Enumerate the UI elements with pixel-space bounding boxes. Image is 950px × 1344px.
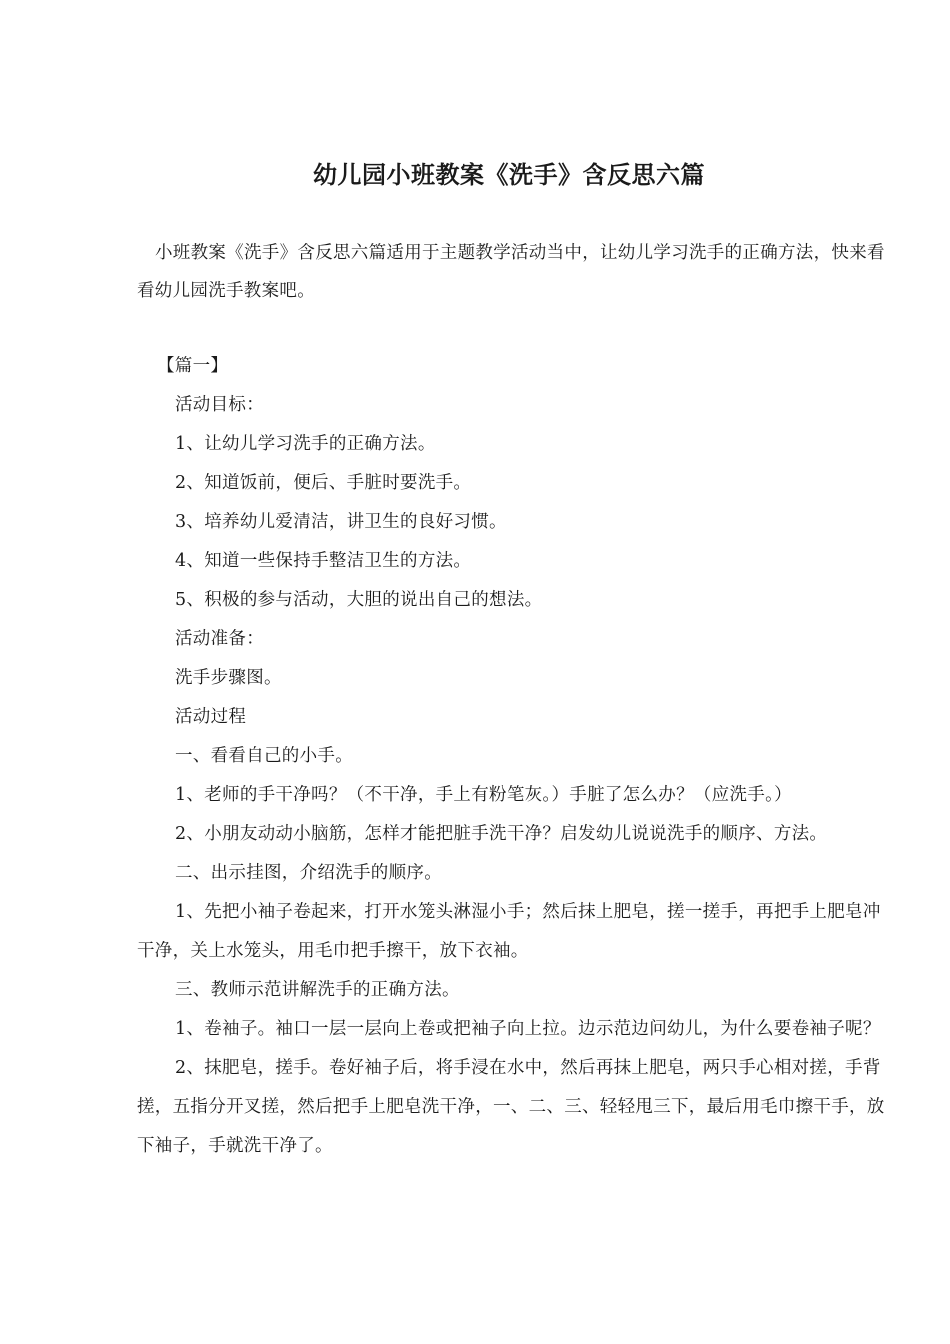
body-line: 活动准备： <box>175 629 264 649</box>
body-line: 1、让幼儿学习洗手的正确方法。 <box>175 434 436 454</box>
section-heading: 【篇一】 <box>157 356 229 376</box>
body-line: 活动过程 <box>175 707 247 727</box>
body-paragraph: 2、抹肥皂，搓手。卷好袖子后，将手浸在水中，然后再抹上肥皂，两只手心相对搓，手背搓，五指分开叉搓，然后把手上肥皂洗干净，一、二、三、轻轻甩三下，最后用毛巾擦干手，放下袖子，手就洗干净了。 <box>137 1058 885 1156</box>
body-line: 1、老师的手干净吗？（不干净，手上有粉笔灰。）手脏了怎么办？（应洗手。） <box>175 785 792 805</box>
body-line: 5、积极的参与活动，大胆的说出自己的想法。 <box>175 590 543 610</box>
body-line: 2、小朋友动动小脑筋，怎样才能把脏手洗干净？启发幼儿说说洗手的顺序、方法。 <box>175 824 828 844</box>
body-line: 2、知道饭前，便后、手脏时要洗手。 <box>175 473 472 493</box>
body-line: 4、知道一些保持手整洁卫生的方法。 <box>175 551 472 571</box>
body-line: 三、教师示范讲解洗手的正确方法。 <box>175 980 460 1000</box>
document-body <box>137 347 887 1166</box>
body-paragraph: 1、先把小袖子卷起来，打开水笼头淋湿小手；然后抹上肥皂，搓一搓手，再把手上肥皂冲干净，关上水笼头，用毛巾把手擦干，放下衣袖。 <box>137 902 881 961</box>
body-line: 二、出示挂图，介绍洗手的顺序。 <box>175 863 442 883</box>
document-title: 幼儿园小班教案《洗手》含反思六篇 <box>313 161 705 189</box>
intro-paragraph: 小班教案《洗手》含反思六篇适用于主题教学活动当中，让幼儿学习洗手的正确方法，快来看看幼儿园洗手教案吧。 <box>137 243 885 301</box>
body-line: 3、培养幼儿爱清洁，讲卫生的良好习惯。 <box>175 512 507 532</box>
body-line: 洗手步骤图。 <box>175 668 282 688</box>
body-paragraph: 1、卷袖子。袖口一层一层向上卷或把袖子向上拉。边示范边问幼儿，为什么要卷袖子呢？ <box>175 1019 881 1039</box>
body-line: 一、看看自己的小手。 <box>175 746 353 766</box>
body-line: 活动目标： <box>175 395 264 415</box>
